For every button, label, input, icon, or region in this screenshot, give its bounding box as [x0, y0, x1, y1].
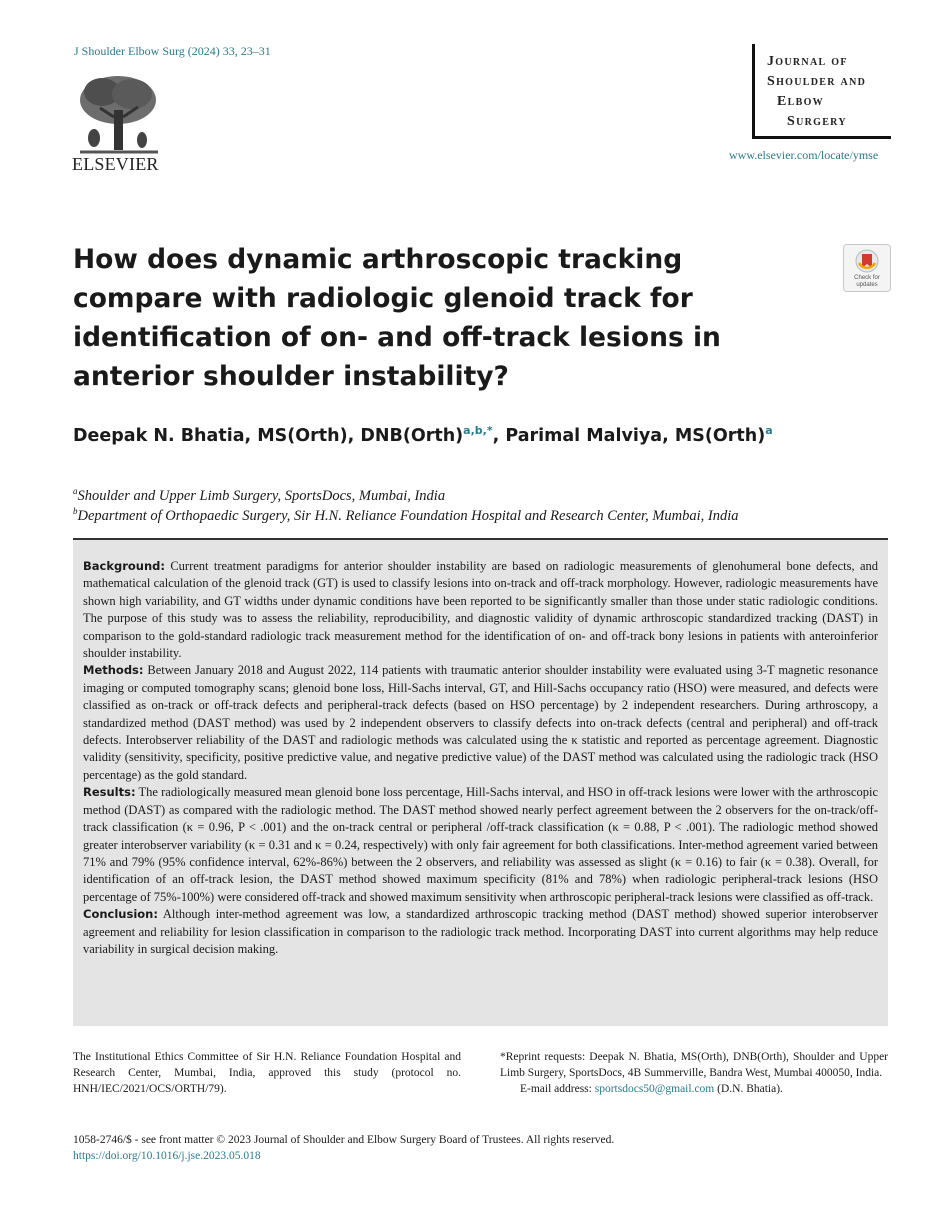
affiliation [73, 486, 445, 505]
journal-logo [752, 44, 891, 139]
author-list [73, 424, 773, 446]
affiliation-text: Shoulder and Upper Limb Surgery, SportsDocs, Mumbai, India [77, 487, 446, 504]
author-name: Parimal Malviya, MS(Orth) [505, 425, 766, 446]
abstract-heading: Background: [83, 559, 165, 573]
email-label: E-mail address: [520, 1083, 592, 1095]
abstract-box [73, 538, 888, 1026]
reprint-footnote [500, 1049, 888, 1097]
author-separator: , [492, 425, 506, 446]
journal-url-link[interactable]: www.elsevier.com/locate/ymse [729, 148, 879, 162]
abstract-heading: Conclusion: [83, 907, 158, 922]
affiliation-text: Department of Orthopaedic Surgery, Sir H.N. Reliance Foundation Hospital and Research Center, Mumbai, India [77, 507, 739, 524]
check-for-updates-button[interactable] [843, 244, 891, 292]
author-affiliation-marks[interactable]: a [765, 424, 773, 437]
email-line [500, 1081, 888, 1097]
elsevier-tree-logo [72, 72, 162, 157]
article-title: How does dynamic arthroscopic tracking compare with radiologic glenoid track for identification of on- and off-track lesions in anterior shoulder instability? [73, 244, 721, 392]
journal-logo-line: Surgery [787, 114, 847, 129]
abstract-conclusion [83, 906, 878, 958]
abstract-background [83, 558, 878, 662]
author-name: Deepak N. Bhatia, MS(Orth), DNB(Orth) [73, 425, 464, 446]
journal-logo-line: Shoulder and [767, 74, 867, 89]
abstract-text: Between January 2018 and August 2022, 114 patients with traumatic anterior shoulder instability were evaluated using 3-T magnetic resonance imaging or computed tomography scans; glenoid bone loss, Hill-Sachs interval, GT, and Hill-Sachs occupancy ratio (HSO) were measured, and defects were classified as on-track or off-track defects and peripheral-track defects (based on HSO percentage) by 2 independent researchers. During arthroscopy, a standardized method (DAST method) was used by 2 independent observers to classify defects into on-track defects (central and peripheral) and off-track defects. Interobserver reliability of the DAST and radiologic methods was calculated using the κ statistic and reported as percentage agreement. Diagnostic validity (sensitivity, specificity, positive predictive value, and negative predictive value) of the DAST method was calculated using the radiologic track (HSO percentage) as the gold standard. [83, 663, 878, 782]
journal-logo-line: Elbow [777, 94, 824, 109]
affiliation-mark: b [73, 506, 78, 516]
abstract-results [83, 784, 878, 906]
bookmark-icon [844, 245, 890, 275]
reprint-text: *Reprint requests: Deepak N. Bhatia, MS(Orth), DNB(Orth), Shoulder and Upper Limb Surgery, SportsDocs, 4B Summerville, Bandra West, Mumbai 400050, India. [500, 1051, 888, 1079]
abstract-heading: Results: [83, 785, 136, 800]
abstract-text: Although inter-method agreement was low, a standardized arthroscopic tracking method (DAST method) showed superior interobserver agreement and reliability for lesion classification in comparison to the radiologic track method. Incorporating DAST into current algorithms may help reduce variability in surgical decision making. [83, 907, 878, 956]
affiliation [73, 506, 739, 525]
abstract-text: Current treatment paradigms for anterior shoulder instability are based on radiologic measurements of glenohumeral bone defects, and mathematical calculation of the glenoid track (GT) is used to classify lesions into on-track and off-track morphology. However, radiologic measurements have shown high variability, and GT widths under dynamic conditions have been reported to be significantly smaller than those under static radiologic conditions. The purpose of this study was to assess the reliability, reproducibility, and diagnostic validity of dynamic arthroscopic standardized tracking (DAST) in comparison to the gold-standard radiologic track measurement method for the identification of on- and off-track bony lesions in patients with anteroinferior shoulder instability. [83, 559, 878, 661]
abstract-text: The radiologically measured mean glenoid bone loss percentage, Hill-Sachs interval, and HSO in off-track lesions were lower with the arthroscopic method (DAST) as compared with the radiologic method. The DAST method showed nearly perfect agreement between the 2 observers for the on-track/off-track classification (κ = 0.96, P < .001) and the on-track central or peripheral /off-track classification (κ = 0.88, P < .001). The radiologic method showed greater interobserver variability (κ = 0.31 and κ = 0.24, respectively) with only fair agreement for both classifications. Inter-method agreement varied between 71% and 79% (95% confidence interval, 62%-86%) between the 2 observers, and reliability was assessed as slight (κ = 0.16) to fair (κ = 0.38). Overall, for identification of an off-track lesion, the DAST method showed maximum specificity (81% and 78%) when radiologic peripheral-track lesions (HSO percentage of 75%-100%) were considered off-track and showed maximum sensitivity when arthroscopic peripheral-track lesions were classified as off-track. [83, 785, 878, 904]
publisher-name: ELSEVIER [72, 154, 159, 174]
check-updates-label: Check for updates [854, 275, 880, 288]
ethics-footnote: The Institutional Ethics Committee of Sir H.N. Reliance Foundation Hospital and Research Center, Mumbai, India, approved this study (protocol no. HNH/IEC/2021/OCS/ORTH/79). [73, 1051, 461, 1095]
email-link[interactable]: sportsdocs50@gmail.com [594, 1083, 715, 1095]
copyright-notice: 1058-2746/$ - see front matter © 2023 Journal of Shoulder and Elbow Surgery Board of Trustees. All rights reserved. [73, 1134, 615, 1146]
author-affiliation-marks[interactable]: a,b,* [463, 424, 493, 437]
doi-link[interactable]: https://doi.org/10.1016/j.jse.2023.05.018 [73, 1150, 261, 1162]
journal-logo-line: Journal of [767, 54, 848, 69]
abstract-methods [83, 662, 878, 784]
affiliation-mark: a [73, 486, 78, 496]
journal-citation: J Shoulder Elbow Surg (2024) 33, 23–31 [74, 44, 271, 58]
email-suffix: (D.N. Bhatia). [717, 1083, 783, 1095]
abstract-heading: Methods: [83, 663, 144, 678]
